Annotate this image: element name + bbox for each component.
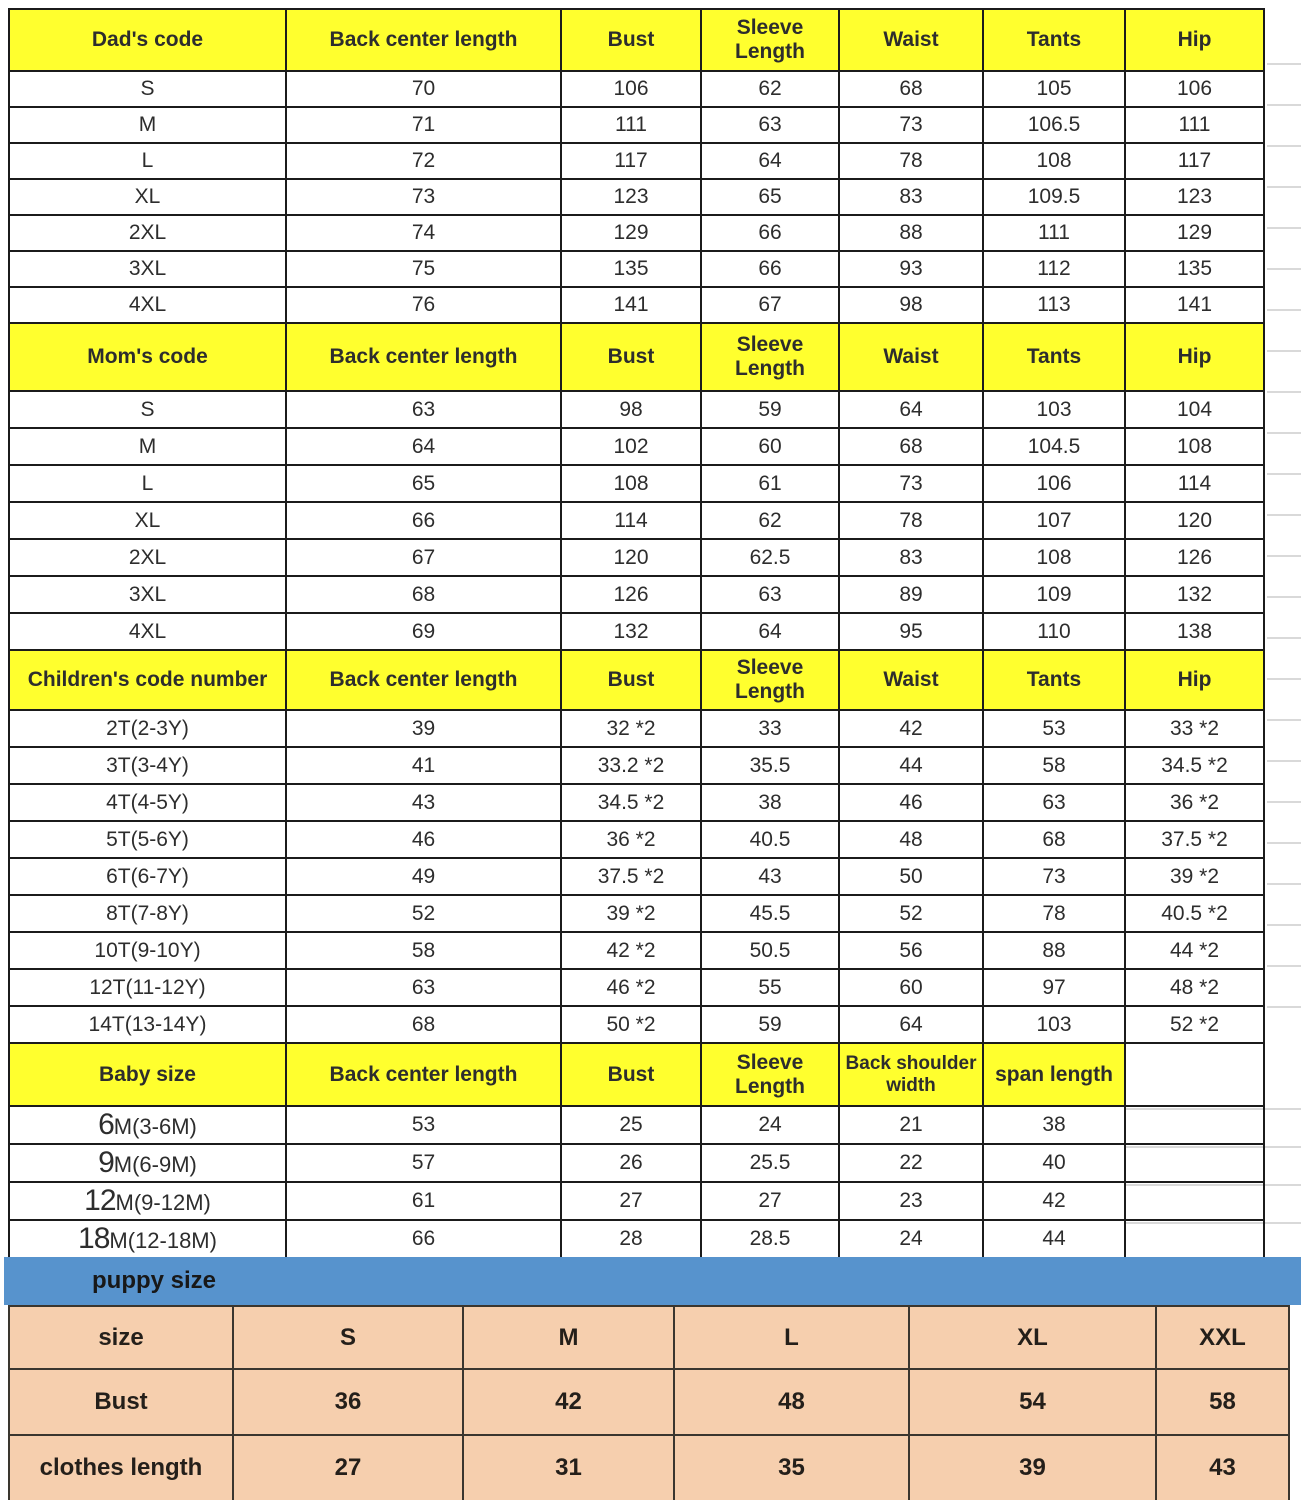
dad-value: 109.5 [983,179,1125,215]
children-header-row [9,650,1264,710]
baby-size-number: 18 [78,1222,110,1255]
dad-value: 72 [286,143,561,179]
mom-row [9,391,1264,428]
mom-size-label: M [9,428,286,465]
mom-row [9,576,1264,613]
mom-value: 108 [983,539,1125,576]
children-value: 46 *2 [561,969,701,1006]
children-value: 39 *2 [1125,858,1264,895]
children-size-label: 4T(4-5Y) [9,784,286,821]
puppy-value: M [463,1306,674,1369]
dad-value: 141 [1125,287,1264,323]
children-value: 55 [701,969,839,1006]
children-value: 44 [839,747,983,784]
dad-value: 67 [701,287,839,323]
puppy-value: 31 [463,1435,674,1500]
children-value: 48 *2 [1125,969,1264,1006]
children-value: 43 [286,784,561,821]
baby-header: Sleeve Length [701,1043,839,1106]
baby-row [9,1106,1264,1144]
dad-value: 135 [561,251,701,287]
dad-value: 73 [286,179,561,215]
mom-value: 68 [286,576,561,613]
mom-header: Hip [1125,323,1264,391]
baby-header-row [9,1043,1264,1106]
dad-header: Back center length [286,9,561,71]
mom-value: 102 [561,428,701,465]
dad-value: 108 [983,143,1125,179]
mom-value: 98 [561,391,701,428]
children-size-label: 10T(9-10Y) [9,932,286,969]
dad-value: 73 [839,107,983,143]
dad-header: Tants [983,9,1125,71]
dad-size-label: 2XL [9,215,286,251]
dad-value: 66 [701,251,839,287]
mom-row [9,465,1264,502]
children-size-label: 14T(13-14Y) [9,1006,286,1043]
children-size-label: 3T(3-4Y) [9,747,286,784]
mom-value: 138 [1125,613,1264,650]
mom-value: 73 [839,465,983,502]
baby-size-label [9,1182,286,1220]
children-value: 88 [983,932,1125,969]
mom-value: 104.5 [983,428,1125,465]
baby-size-range: M(12-18M) [109,1228,217,1253]
children-row [9,895,1264,932]
baby-value: 27 [701,1182,839,1220]
children-value: 38 [701,784,839,821]
baby-size-number: 6 [98,1108,114,1141]
dad-row [9,143,1264,179]
mom-value: 104 [1125,391,1264,428]
baby-value: 28.5 [701,1220,839,1258]
dad-header: Hip [1125,9,1264,71]
empty-cell [1125,1144,1264,1182]
dad-row [9,251,1264,287]
mom-value: 78 [839,502,983,539]
mom-header: Sleeve Length [701,323,839,391]
children-row [9,932,1264,969]
mom-value: 66 [286,502,561,539]
dad-value: 70 [286,71,561,107]
children-size-label: 6T(6-7Y) [9,858,286,895]
mom-value: 95 [839,613,983,650]
mom-value: 120 [561,539,701,576]
baby-header: Back center length [286,1043,561,1106]
mom-value: 114 [561,502,701,539]
children-value: 59 [701,1006,839,1043]
mom-value: 89 [839,576,983,613]
dad-value: 111 [1125,107,1264,143]
children-value: 36 *2 [561,821,701,858]
mom-value: 108 [561,465,701,502]
puppy-value: 35 [674,1435,909,1500]
dad-value: 105 [983,71,1125,107]
puppy-value: 58 [1156,1369,1289,1435]
baby-value: 44 [983,1220,1125,1258]
children-value: 37.5 *2 [1125,821,1264,858]
puppy-size-band [4,1257,1301,1305]
dad-value: 66 [701,215,839,251]
mom-value: 126 [561,576,701,613]
baby-header: Baby size [9,1043,286,1106]
dad-header: Dad's code [9,9,286,71]
children-value: 58 [983,747,1125,784]
children-value: 53 [983,710,1125,747]
mom-size-label: L [9,465,286,502]
dad-value: 98 [839,287,983,323]
dad-value: 112 [983,251,1125,287]
mom-value: 126 [1125,539,1264,576]
dad-size-label: S [9,71,286,107]
children-header: Bust [561,650,701,710]
children-value: 33 [701,710,839,747]
dad-value: 106 [1125,71,1264,107]
mom-value: 83 [839,539,983,576]
baby-value: 21 [839,1106,983,1144]
dad-header: Sleeve Length [701,9,839,71]
children-value: 33.2 *2 [561,747,701,784]
mom-value: 107 [983,502,1125,539]
children-value: 39 *2 [561,895,701,932]
children-value: 36 *2 [1125,784,1264,821]
puppy-value: L [674,1306,909,1369]
mom-size-label: 4XL [9,613,286,650]
children-value: 46 [839,784,983,821]
dad-value: 123 [561,179,701,215]
puppy-value: S [233,1306,463,1369]
dad-value: 88 [839,215,983,251]
dad-row [9,215,1264,251]
dad-value: 65 [701,179,839,215]
children-header: Sleeve Length [701,650,839,710]
mom-row [9,613,1264,650]
mom-header: Bust [561,323,701,391]
empty-cell [1125,1043,1264,1106]
dad-header: Waist [839,9,983,71]
baby-value: 61 [286,1182,561,1220]
dad-size-label: 3XL [9,251,286,287]
dad-value: 74 [286,215,561,251]
mom-size-label: XL [9,502,286,539]
children-value: 37.5 *2 [561,858,701,895]
dad-size-label: M [9,107,286,143]
puppy-size-table [8,1305,1290,1500]
dad-row [9,287,1264,323]
children-value: 50 [839,858,983,895]
mom-value: 63 [701,576,839,613]
children-row [9,710,1264,747]
puppy-row-label: Bust [9,1369,233,1435]
children-row [9,1006,1264,1043]
baby-row [9,1220,1264,1258]
mom-value: 62.5 [701,539,839,576]
dad-value: 129 [1125,215,1264,251]
dad-value: 117 [561,143,701,179]
puppy-row-label: clothes length [9,1435,233,1500]
children-row [9,858,1264,895]
baby-header: Back shoulder width [839,1043,983,1106]
puppy-value: 27 [233,1435,463,1500]
baby-value: 27 [561,1182,701,1220]
mom-value: 64 [286,428,561,465]
baby-size-label [9,1106,286,1144]
mom-value: 64 [839,391,983,428]
puppy-value: XXL [1156,1306,1289,1369]
children-value: 42 *2 [561,932,701,969]
children-value: 50.5 [701,932,839,969]
empty-cell [1125,1220,1264,1258]
mom-value: 63 [286,391,561,428]
mom-value: 106 [983,465,1125,502]
dad-header-row [9,9,1264,71]
puppy-value: 48 [674,1369,909,1435]
baby-value: 42 [983,1182,1125,1220]
children-value: 43 [701,858,839,895]
baby-value: 24 [701,1106,839,1144]
children-value: 42 [839,710,983,747]
empty-cell [1125,1182,1264,1220]
empty-cell [1125,1106,1264,1144]
baby-size-number: 12 [84,1184,116,1217]
puppy-value: 43 [1156,1435,1289,1500]
baby-value: 66 [286,1220,561,1258]
children-value: 68 [983,821,1125,858]
children-value: 63 [286,969,561,1006]
mom-value: 68 [839,428,983,465]
puppy-size-band-label: puppy size [92,1267,217,1294]
children-row [9,821,1264,858]
children-value: 35.5 [701,747,839,784]
children-value: 52 [286,895,561,932]
dad-value: 117 [1125,143,1264,179]
children-value: 45.5 [701,895,839,932]
mom-row [9,539,1264,576]
children-value: 64 [839,1006,983,1043]
mom-value: 60 [701,428,839,465]
children-value: 52 [839,895,983,932]
children-size-label: 12T(11-12Y) [9,969,286,1006]
mom-value: 64 [701,613,839,650]
baby-value: 25 [561,1106,701,1144]
children-header: Hip [1125,650,1264,710]
baby-row [9,1182,1264,1220]
mom-value: 114 [1125,465,1264,502]
baby-value: 53 [286,1106,561,1144]
baby-value: 40 [983,1144,1125,1182]
mom-header: Waist [839,323,983,391]
baby-value: 24 [839,1220,983,1258]
children-header: Children's code number [9,650,286,710]
dad-size-label: XL [9,179,286,215]
dad-value: 106 [561,71,701,107]
baby-value: 25.5 [701,1144,839,1182]
children-value: 60 [839,969,983,1006]
children-size-label: 8T(7-8Y) [9,895,286,932]
baby-size-range: M(9-12M) [115,1190,211,1215]
mom-value: 108 [1125,428,1264,465]
children-header: Tants [983,650,1125,710]
children-value: 48 [839,821,983,858]
children-value: 34.5 *2 [561,784,701,821]
puppy-row-1 [9,1369,1289,1435]
spreadsheet-gridlines-right [1267,24,1301,1046]
dad-value: 93 [839,251,983,287]
baby-size-range: M(3-6M) [113,1114,197,1139]
mom-header: Tants [983,323,1125,391]
dad-value: 64 [701,143,839,179]
mom-size-label: 3XL [9,576,286,613]
mom-value: 132 [561,613,701,650]
mom-size-label: S [9,391,286,428]
mom-header: Mom's code [9,323,286,391]
children-value: 33 *2 [1125,710,1264,747]
dad-header: Bust [561,9,701,71]
mom-size-label: 2XL [9,539,286,576]
dad-size-label: 4XL [9,287,286,323]
baby-value: 38 [983,1106,1125,1144]
dad-value: 63 [701,107,839,143]
dad-row [9,107,1264,143]
children-row [9,784,1264,821]
baby-size-range: M(6-9M) [113,1152,197,1177]
mom-value: 109 [983,576,1125,613]
puppy-row-2 [9,1435,1289,1500]
dad-value: 68 [839,71,983,107]
children-header: Back center length [286,650,561,710]
dad-value: 62 [701,71,839,107]
children-value: 40.5 *2 [1125,895,1264,932]
children-value: 49 [286,858,561,895]
dad-value: 78 [839,143,983,179]
baby-size-label [9,1144,286,1182]
dad-value: 141 [561,287,701,323]
mom-value: 65 [286,465,561,502]
children-row [9,969,1264,1006]
baby-value: 26 [561,1144,701,1182]
children-value: 58 [286,932,561,969]
children-value: 97 [983,969,1125,1006]
children-value: 68 [286,1006,561,1043]
puppy-value: 42 [463,1369,674,1435]
dad-value: 113 [983,287,1125,323]
dad-value: 71 [286,107,561,143]
dad-value: 76 [286,287,561,323]
puppy-row-label: size [9,1306,233,1369]
baby-size-number: 9 [98,1146,114,1179]
children-value: 56 [839,932,983,969]
dad-value: 111 [561,107,701,143]
baby-value: 28 [561,1220,701,1258]
dad-row [9,71,1264,107]
baby-value: 22 [839,1144,983,1182]
children-value: 34.5 *2 [1125,747,1264,784]
children-value: 63 [983,784,1125,821]
mom-value: 103 [983,391,1125,428]
children-value: 32 *2 [561,710,701,747]
mom-value: 59 [701,391,839,428]
baby-header: span length [983,1043,1125,1106]
mom-header-row [9,323,1264,391]
mom-value: 69 [286,613,561,650]
baby-header: Bust [561,1043,701,1106]
family-size-table [8,8,1265,1259]
mom-value: 120 [1125,502,1264,539]
dad-row [9,179,1264,215]
children-value: 50 *2 [561,1006,701,1043]
mom-header: Back center length [286,323,561,391]
mom-value: 110 [983,613,1125,650]
children-value: 46 [286,821,561,858]
dad-value: 123 [1125,179,1264,215]
children-value: 103 [983,1006,1125,1043]
children-value: 44 *2 [1125,932,1264,969]
mom-value: 62 [701,502,839,539]
mom-row [9,502,1264,539]
baby-value: 57 [286,1144,561,1182]
mom-value: 61 [701,465,839,502]
children-value: 40.5 [701,821,839,858]
children-value: 39 [286,710,561,747]
children-row [9,747,1264,784]
puppy-value: 36 [233,1369,463,1435]
children-value: 52 *2 [1125,1006,1264,1043]
baby-value: 23 [839,1182,983,1220]
baby-size-label [9,1220,286,1258]
dad-size-label: L [9,143,286,179]
children-header: Waist [839,650,983,710]
dad-value: 129 [561,215,701,251]
children-size-label: 5T(5-6Y) [9,821,286,858]
children-value: 41 [286,747,561,784]
dad-value: 106.5 [983,107,1125,143]
puppy-value: XL [909,1306,1156,1369]
dad-value: 135 [1125,251,1264,287]
puppy-value: 39 [909,1435,1156,1500]
children-value: 78 [983,895,1125,932]
children-value: 73 [983,858,1125,895]
mom-value: 67 [286,539,561,576]
dad-value: 83 [839,179,983,215]
mom-value: 132 [1125,576,1264,613]
mom-row [9,428,1264,465]
baby-row [9,1144,1264,1182]
dad-value: 75 [286,251,561,287]
dad-value: 111 [983,215,1125,251]
puppy-value: 54 [909,1369,1156,1435]
children-size-label: 2T(2-3Y) [9,710,286,747]
puppy-row-0 [9,1306,1289,1369]
